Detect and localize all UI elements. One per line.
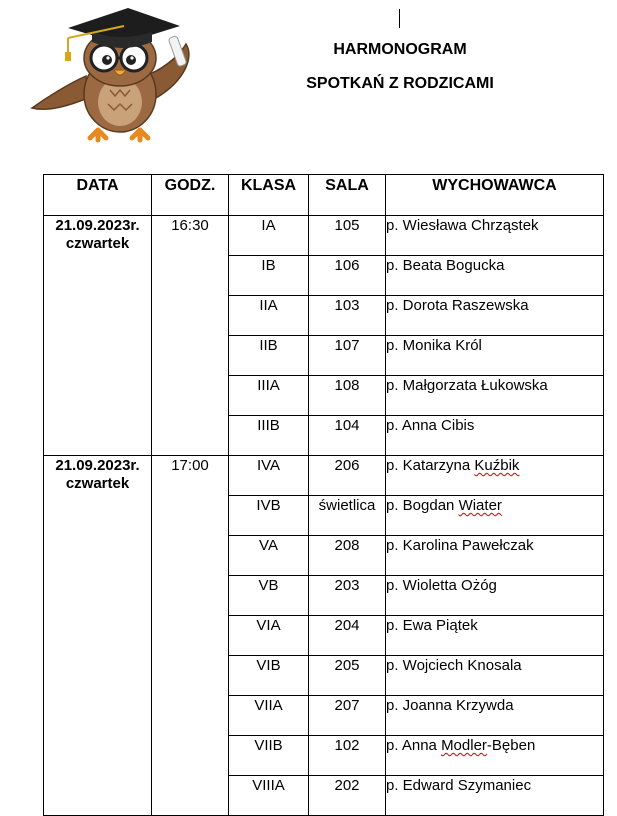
day-value: czwartek [65,235,130,252]
document-title: HARMONOGRAM [333,41,467,58]
wychowawca-cell: p. Małgorzata Łukowska [386,376,604,416]
klasa-cell: IVB [229,496,309,536]
text-cursor [399,9,400,28]
owl-graduate-icon [28,6,208,144]
time-cell: 17:00 [152,456,229,816]
wychowawca-cell: p. Edward Szymaniec [386,776,604,816]
klasa-cell: VIIB [229,736,309,776]
name-text: p. Anna [386,737,442,754]
sala-cell: 104 [309,416,386,456]
sala-cell: 102 [309,736,386,776]
wychowawca-cell: p. Karolina Pawełczak [386,536,604,576]
wychowawca-cell: p. Joanna Krzywda [386,696,604,736]
column-header-wychowawca: WYCHOWAWCA [386,175,604,216]
klasa-cell: IIA [229,296,309,336]
klasa-cell: IIIB [229,416,309,456]
sala-cell: 202 [309,776,386,816]
header-row [44,175,604,216]
date-value: 21.09.2023r. [55,457,140,474]
date-value: 21.09.2023r. [55,217,140,234]
wychowawca-cell: p. Wojciech Knosala [386,656,604,696]
sala-cell: 207 [309,696,386,736]
sala-cell: 205 [309,656,386,696]
name-text: -Bęben [486,737,536,754]
wychowawca-cell: p. Beata Bogucka [386,256,604,296]
wychowawca-cell [386,736,604,776]
klasa-cell: IIB [229,336,309,376]
wychowawca-cell: p. Wioletta Ożóg [386,576,604,616]
time-cell: 16:30 [152,216,229,456]
klasa-cell: VIA [229,616,309,656]
klasa-cell: VIB [229,656,309,696]
sala-cell: 204 [309,616,386,656]
schedule-table [43,174,604,816]
column-header-sala: SALA [309,175,386,216]
wychowawca-cell: p. Ewa Piątek [386,616,604,656]
column-header-klasa: KLASA [229,175,309,216]
sala-cell: 107 [309,336,386,376]
name-text: p. Bogdan [386,497,459,514]
document-subtitle: SPOTKAŃ Z RODZICAMI [306,75,494,92]
klasa-cell: VB [229,576,309,616]
date-cell [44,216,152,456]
sala-cell: 203 [309,576,386,616]
sala-cell: 103 [309,296,386,336]
sala-cell: 105 [309,216,386,256]
wychowawca-cell: p. Anna Cibis [386,416,604,456]
sala-cell: 208 [309,536,386,576]
day-value: czwartek [65,475,130,492]
sala-cell: 108 [309,376,386,416]
wychowawca-cell: p. Wiesława Chrząstek [386,216,604,256]
spellcheck-flagged-word: Modler [441,737,487,754]
table-row [44,216,604,256]
klasa-cell: IA [229,216,309,256]
name-text: p. Katarzyna [386,457,475,474]
column-header-data: DATA [44,175,152,216]
date-cell [44,456,152,816]
wychowawca-cell: p. Dorota Raszewska [386,296,604,336]
sala-cell: 206 [309,456,386,496]
klasa-cell: VIIIA [229,776,309,816]
klasa-cell: VIIA [229,696,309,736]
wychowawca-cell [386,496,604,536]
table-row [44,456,604,496]
klasa-cell: IVA [229,456,309,496]
klasa-cell: IB [229,256,309,296]
sala-cell: świetlica [309,496,386,536]
sala-cell: 106 [309,256,386,296]
spellcheck-flagged-word: Wiater [458,497,502,514]
wychowawca-cell [386,456,604,496]
column-header-godz: GODZ. [152,175,229,216]
wychowawca-cell: p. Monika Król [386,336,604,376]
klasa-cell: VA [229,536,309,576]
spellcheck-flagged-word: Kuźbik [474,457,520,474]
klasa-cell: IIIA [229,376,309,416]
